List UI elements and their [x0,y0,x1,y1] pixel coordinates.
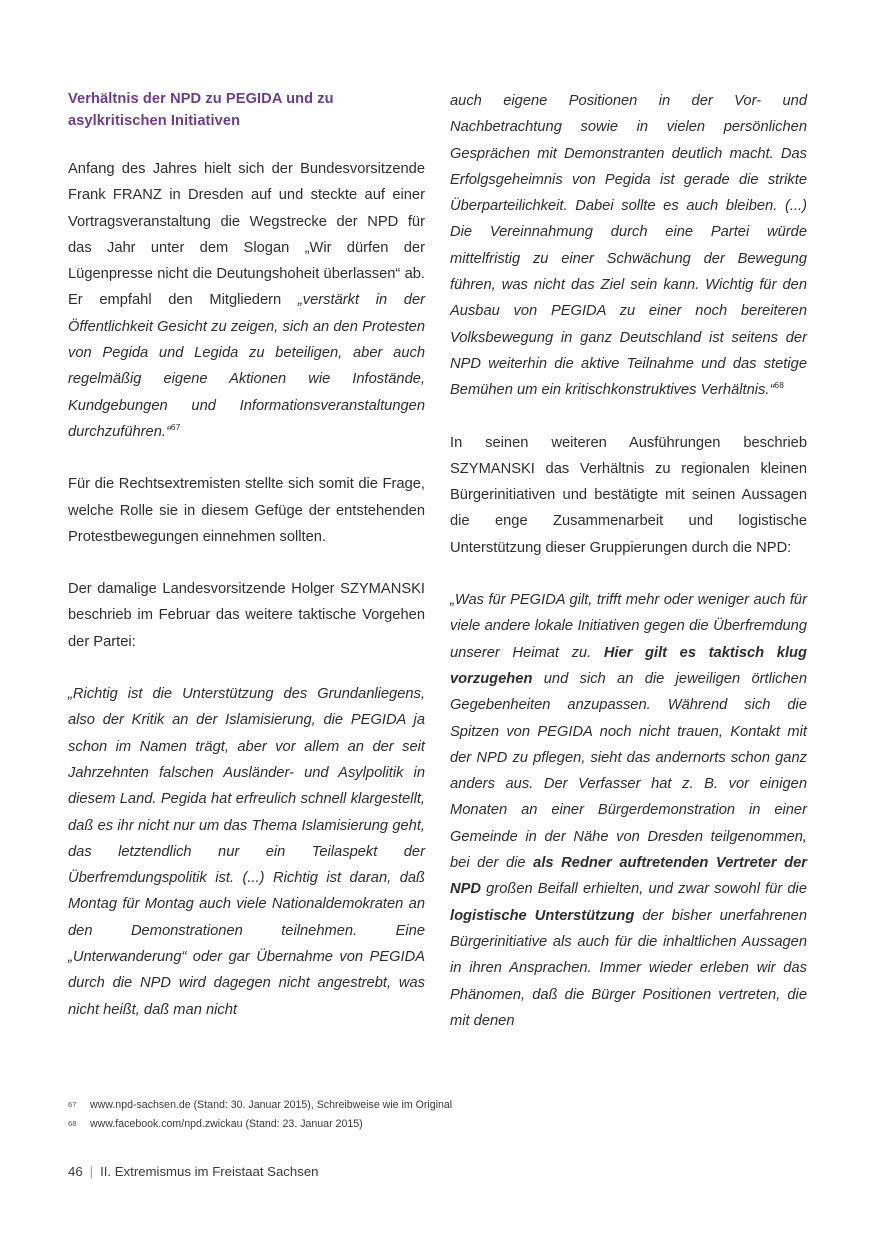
footer-separator: | [89,1164,94,1179]
chapter-title: II. Extremismus im Freistaat Sachsen [100,1164,319,1179]
right-column [450,88,807,1093]
paragraph-intro-quote: „verstärkt in der Öffentlichkeit Gesicht zu zeigen, sich an den Protesten von Pegida und Legida zu beteiligen, aber auch regelmäßig eigene Aktionen wie Infostände, Kundgebungen und Informationsveranstaltungen durchzuführen.“ [68,292,426,440]
quote-continued-text: auch eigene Positionen in der Vor- und Nachbetrachtung sowie in vielen persönlichen Gesprächen mit Demonstranten deutlich macht. Das Erfolgsgeheimnis von Pegida ist gerade die strikte Überparteilichkeit. Dabei sollte es auch bleiben. (...) Die Vereinnahmung durch eine Partei würde mittelfristig zu einer Schwächung der Bewegung führen, was nicht das Ziel sein kann. Wichtig für den Ausbau von PEGIDA zu einer noch bereiteren Volksbewegung in ganz Deutschland ist seitens der NPD weiterhin die aktive Teilnahme und das stetige Bemühen um ein kritischkonstruktives Verhältnis.“ [450,93,807,399]
footnote-item [68,1096,807,1115]
quote-part-4: der bisher unerfahrenen Bürgerinitiative als auch für die inhaltlichen Aussagen in ihren Ansprachen. Immer wieder erleben wir das Phänomen, daß die Bürger Positionen vertreten, die mit denen [450,907,807,1029]
footnote-number: 67 [68,1100,77,1109]
two-column-body [68,88,807,1093]
paragraph-rechtsextremisten: Für die Rechtsextremisten stellte sich somit die Frage, welche Rolle sie in diesem Gefüge der entstehenden Protestbewegungen einnehmen sollten. [68,476,425,545]
footnote-item [68,1115,807,1134]
paragraph-intro-text: Anfang des Jahres hielt sich der Bundesvorsitzende Frank FRANZ in Dresden auf und steckte auf einer Vortragsveranstaltung die Wegstrecke der NPD für das Jahr unter dem Slogan „Wir dürfen der Lügenpresse nicht die Deutungshoheit überlassen“ ab. Er empfahl den Mitgliedern [68,161,425,309]
paragraph-quote-continued [450,88,807,404]
page-number: 46 [68,1164,83,1179]
section-heading: Verhältnis der NPD zu PEGIDA und zu asylkritischen Initiativen [68,91,334,129]
page-footer [68,1162,319,1182]
quote-emphasis-redner-vertreter: als Redner auftretenden Vertreter der NPD [450,855,807,898]
quote-emphasis-taktisch-klug: Hier gilt es taktisch klug vorzugehen [450,644,807,687]
paragraph-intro [68,156,425,445]
footnote-text: www.facebook.com/npd.zwickau (Stand: 23. Januar 2015) [90,1117,363,1130]
quote-part-3: großen Beifall erhielten, und zwar sowohl für die [481,881,807,898]
footnote-ref-67[interactable]: 67 [170,422,181,433]
paragraph-quote-was-fuer-pegida [450,587,807,1034]
quote-part-2: und sich an die jeweiligen örtlichen Gegebenheiten anzupassen. Während sich die Spitzen von PEGIDA noch nicht trauen, Kontakt mit der NPD zu pflegen, sieht das andernorts schon ganz anders aus. Der Verfasser hat z. B. vor einigen Monaten an einer Bürgerdemonstration in einer Gemeinde in der Nähe von Dresden teilgenommen, bei der die [450,670,807,872]
paragraph-quote-richtig: „Richtig ist die Unterstützung des Grundanliegens, also der Kritik an der Islamisierung, die PEGIDA ja schon im Namen trägt, aber vor allem an der seit Jahrzehnten falschen Ausländer- und Asylpolitik in diesem Land. Pegida hat erfreulich schnell klargestellt, daß es ihr nicht nur um das Thema Islamisierung geht, das letztendlich nur ein Teilaspekt der Überfremdungspolitik ist. (...) Richtig ist daran, daß Montag für Montag auch viele Nationaldemokraten an den Demonstrationen teilnehmen. Eine „Unterwanderung“ oder gar Übernahme von PEGIDA durch die NPD wird dagegen nicht angestrebt, was nicht heißt, daß man nicht [68,686,425,1018]
footnote-ref-68[interactable]: 68 [774,380,785,391]
footnotes-area [68,1096,807,1133]
footnote-number: 68 [68,1118,77,1128]
paragraph-ausfuehrungen: In seinen weiteren Ausführungen beschrieb SZYMANSKI das Verhältnis zu regionalen kleinen Bürgerinitiativen und bestätigte mit seinen Aussagen die enge Zusammenarbeit und logistische Unterstützung dieser Gruppierungen durch die NPD: [450,434,807,556]
footnote-text: www.npd-sachsen.de (Stand: 30. Januar 2015), Schreibweise wie im Original [90,1099,453,1111]
quote-part-1: „Was für PEGIDA gilt, trifft mehr oder weniger auch für viele andere lokale Initiativen gegen die Überfremdung unserer Heimat zu. [450,592,807,661]
paragraph-szymanski-intro: Der damalige Landesvorsitzende Holger SZYMANSKI beschrieb im Februar das weitere taktische Vorgehen der Partei: [68,581,425,650]
left-column [68,88,425,1093]
quote-emphasis-logistische-unterstuetzung: logistische Unterstützung [450,907,635,924]
